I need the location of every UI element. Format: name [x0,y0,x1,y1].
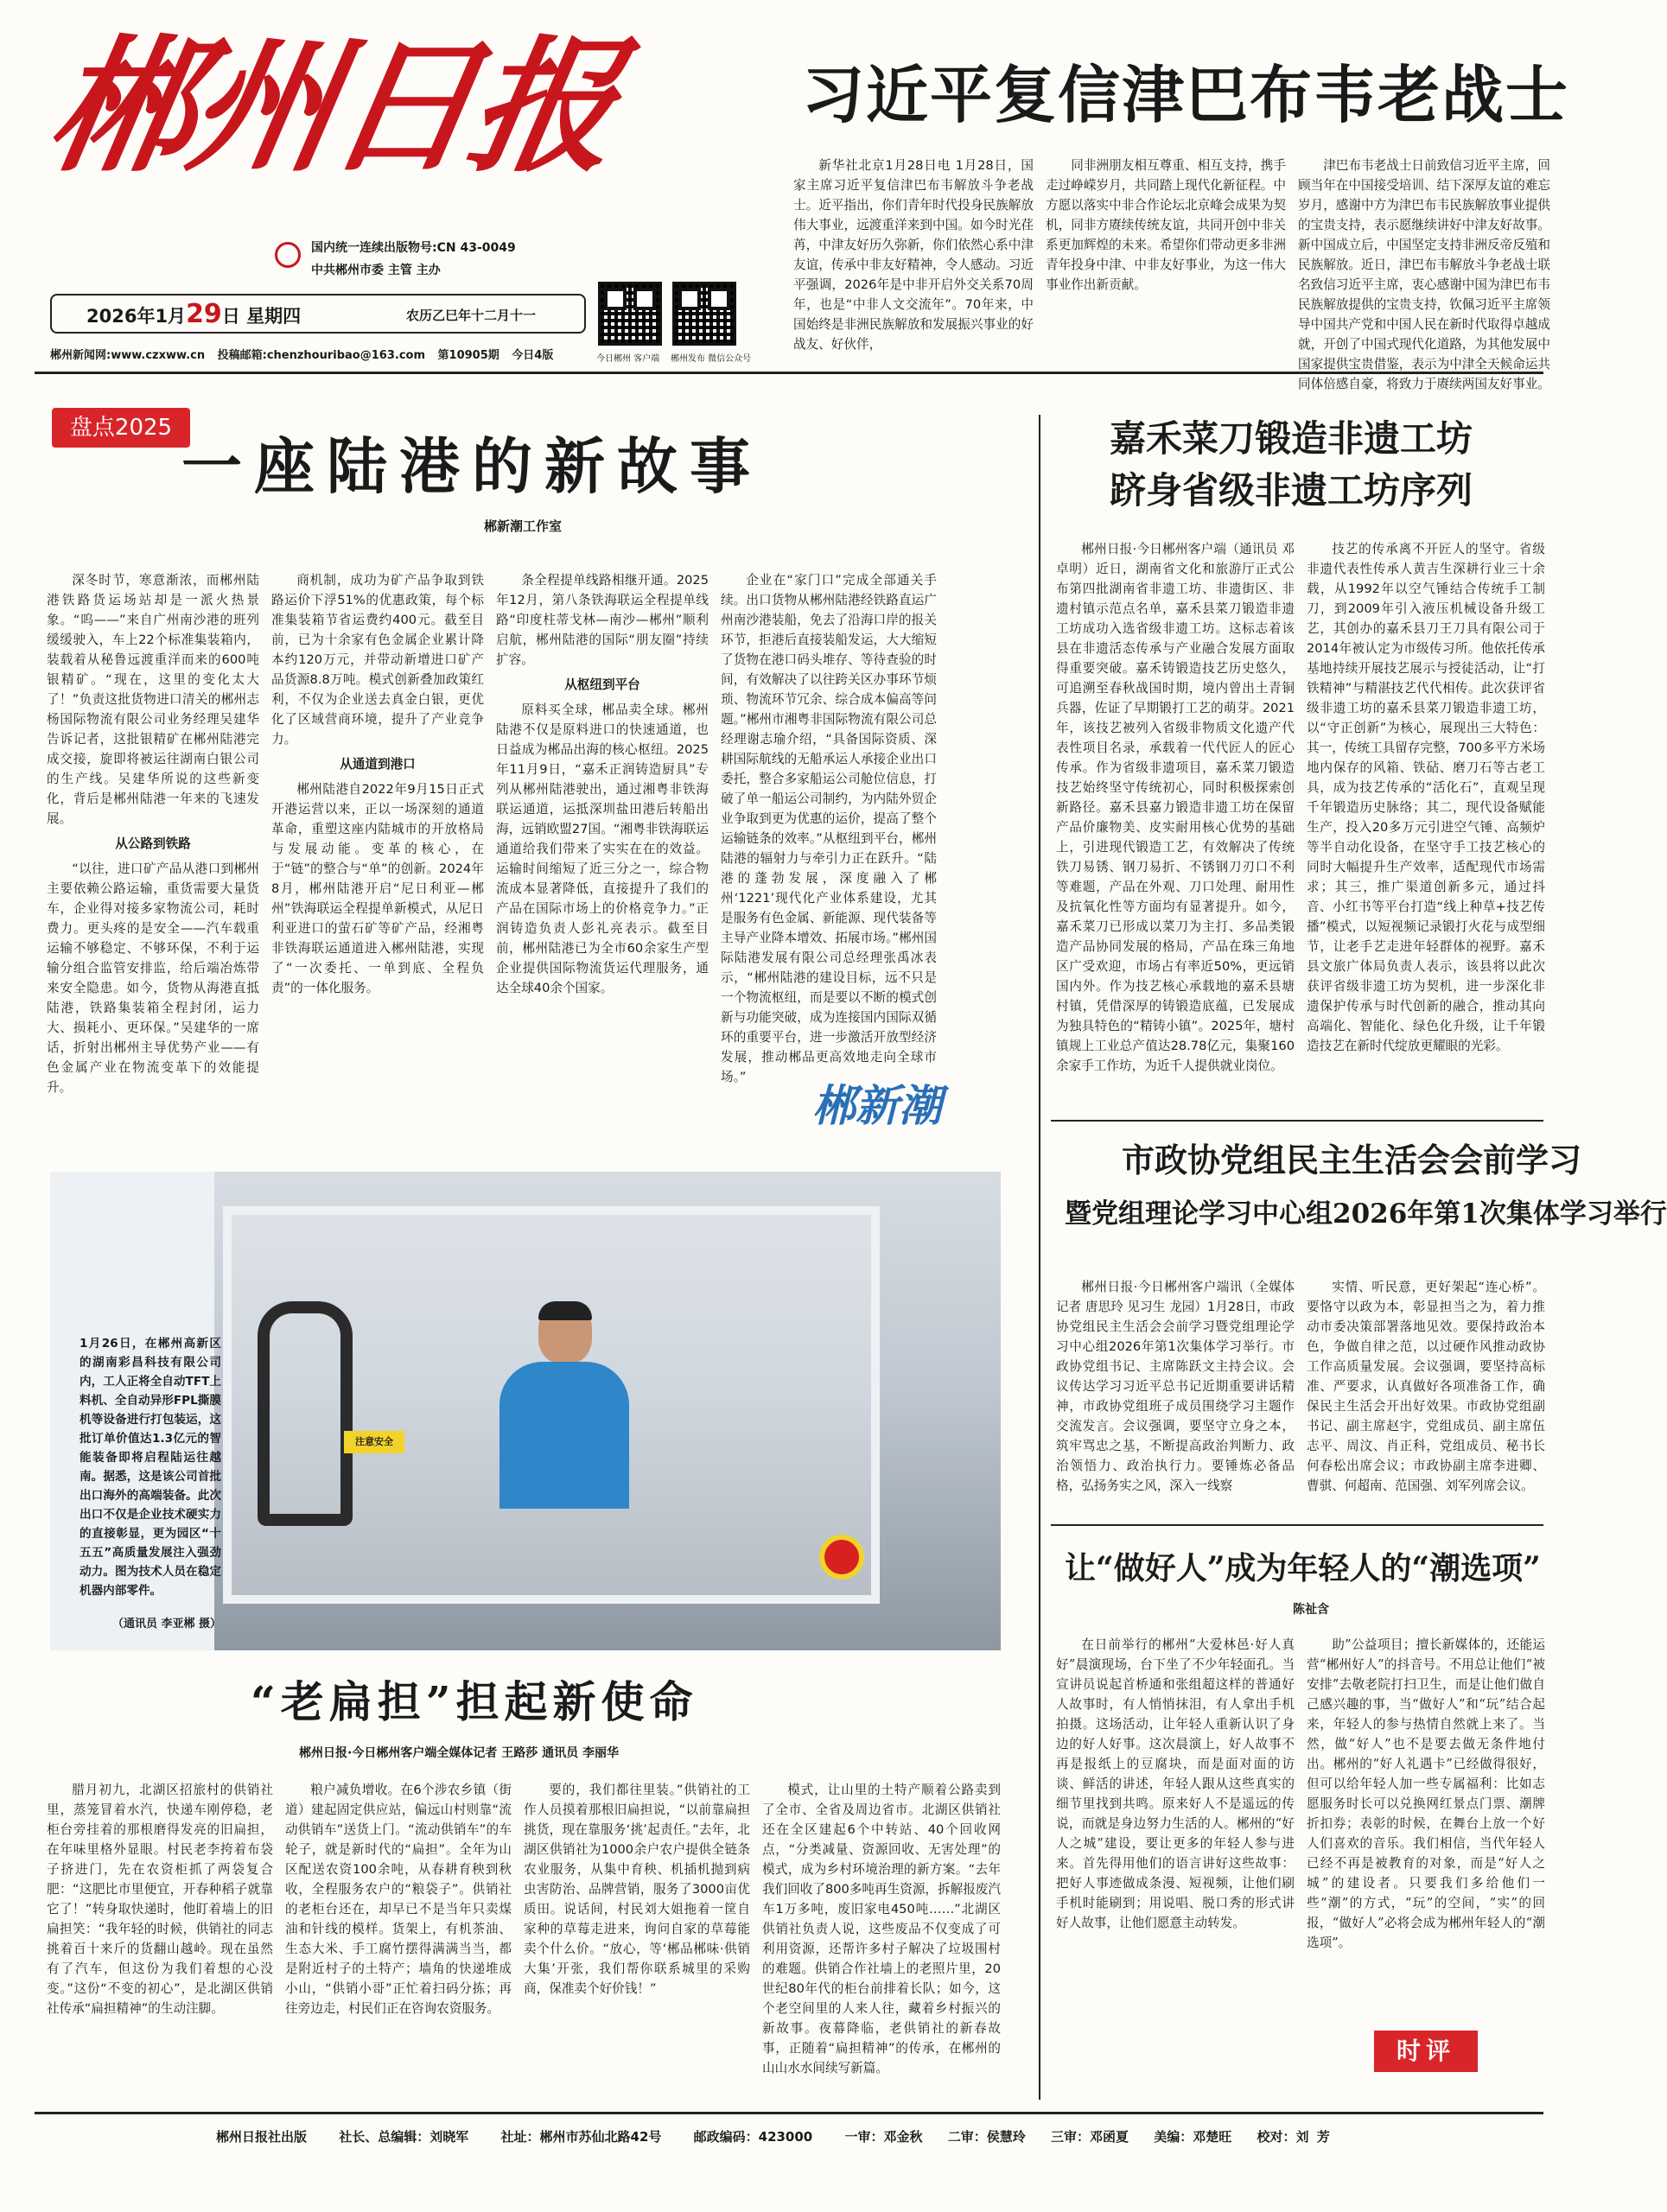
photo-stop-button [819,1535,864,1580]
feature-text-2: 商机制，成功为矿产品争取到铁路运价下浮51%的优惠政策，每个标准集装箱节省运费约400元。截至目前，已为十余家有色金属企业累计降本约120万元，并带动新增进口矿产品货源8.8万吨。模式创新叠加政策红利，不仅为企业送去真金白银，更优化了区域营商环境，提升了产业竞争力。 [271,573,484,747]
biandan-text-1: 腊月初九，北湖区招旅村的供销社里，蒸笼冒着水汽，快递车刚停稳，老柜台旁挂着的那根磨得发亮的旧扁担，在年味里格外显眼。村民老李挎着布袋子挤进门，先在农资柜抓了两袋复合肥：“这肥比市里便宜，开春种稻子就靠它了！”转身取快递时，他盯着墙上的旧扁担笑：“我年轻的时候，供销社的同志挑着百十来斤的货翻山越岭。现在虽然有了汽车，但这份为我们着想的心没变。”这份“不变的初心”，是北湖区供销社传承“扁担精神”的生动注脚。 [47,1783,273,2016]
feature-col-4 [721,570,937,1084]
feature-text-4: 企业在“家门口”完成全部通关手续。出口货物从郴州陆港经铁路直运广州南沙港装船，免去了沿海口岸的报关环节，拒港后直接装船发运，大大缩短了货物在港口码头堆存、等待查验的时间，有效解决了以往跨关区办事环节烦琐、物流环节冗余、综合成本偏高等问题。”郴州市湘粤非国际物流有限公司总经理谢志瑜介绍，“具备国际资质、深耕国际航线的无船承运人承接企业出口委托，整合多家船运公司舱位信息，打破了单一船运公司制约，为内陆外贸企业争取到更为优惠的运价，提高了整个运输链条的效率。”从枢纽到平台，郴州陆港的辐射力与牵引力正在跃升。“陆港的蓬勃发展，深度融入了郴州‘1221’现代化产业体系建设，尤其是服务有色金属、新能源、现代装备等主导产业降本增效、拓展市场。”郴州国际陆港发展有限公司总经理张禹冰表示，“郴州陆港的建设目标，远不只是一个物流枢纽，而是要以不断的模式创新与功能突破，成为连接国内国际双循环的重要平台，进一步激活开放型经济发展，推动郴品更高效地走向全球市场。” [721,573,937,1084]
feature-byline: 郴新潮工作室 [484,518,563,534]
biandan-byline: 郴州日报·今日郴州客户端全媒体记者 王路莎 通讯员 李丽华 [299,1746,619,1760]
photo-credit: （通讯员 李亚郴 摄） [111,1618,221,1630]
right1-text-2: 技艺的传承离不开匠人的坚守。省级非遗代表性传承人黄吉生深耕行业三十余载，从1992年以空气锤结合传统手工制刀，到2009年引入液压机械设备升级工艺，其创办的嘉禾县刀王刀具有限公司于2014年被认定为市级传习所。他依托传承基地持续开展技艺展示与授徒活动，让“打铁精神”与精湛技艺代代相传。此次获评省级非遗工坊的嘉禾县菜刀锻造非遗工坊，以“守正创新”为核心，展现出三大特色：其一，传统工具留存完整，700多平方米场地内保存的风箱、铁砧、磨刀石等古老工具，成为技艺传承的“活化石”，直观呈现千年锻造历史脉络；其二，现代设备赋能生产，投入20多万元引进空气锤、高频炉等半自动化设备，在坚守手工技艺核心的同时大幅提升生产效率，适配现代市场需求；其三，推广渠道创新多元，通过抖音、小红书等平台打造“线上种草+技艺传播”模式，以短视频记录锻打火花与成型细节，让老手艺走进年轻群体的视野。嘉禾县文旅广体局负责人表示，该县将以此次获评省级非遗工坊为契机，进一步深化非遗保护传承与时代创新的融合，推动其向高端化、智能化、绿色化升级，让千年锻造技艺在新时代绽放更耀眼的光彩。 [1307,542,1545,1053]
party-emblem-icon [275,242,301,268]
right3-text-1: 在日前举行的郴州“大爱林邑·好人真好”晨演现场，台下坐了不少年轻面孔。当宣讲员说起首桥通和张组超这样的普通好人故事时，有人悄悄抹泪，有人拿出手机拍摄。这场活动，让年轻人重新认识了身边的好人好事。这次晨演上，好人故事不再是报纸上的豆腐块，而是面对面的访谈、鲜活的讲述，年轻人跟从这些真实的细节里找到共鸣。原来好人不是遥远的传说，而就是身边努力生活的人。郴州的“好人之城”建设，要让更多的年轻人参与进来。首先得用他们的语言讲好这些故事：把好人事迹做成条漫、短视频，让他们刷手机时能刷到；用说唱、脱口秀的形式讲好人故事，让他们愿意主动转发。 [1056,1637,1295,1930]
feature-brand-logo: 郴新潮 [812,1080,942,1131]
footer-review-3: 三审：邓函夏 [1050,2129,1129,2145]
biandan-headline: “老扁担”担起新使命 [251,1676,698,1727]
right2-text-1: 郴州日报·今日郴州客户端讯（全媒体记者 唐思玲 见习生 龙园）1月28日，市政协党组民主生活会会前学习暨党组理论学习中心组2026年第1次集体学习举行。市政协党组书记、主席陈跃文主持会议。会议传达学习习近平总书记近期重要讲话精神，市政协党组班子成员围绕学习主题作交流发言。会议强调，要坚守立身之本，筑牢骂忠之基，不断提高政治判断力、政治领悟力、政治执行力。要锤炼必备品格，弘扬务实之风，深入一线察 [1056,1280,1295,1493]
right3-byline: 陈祉含 [1293,1603,1329,1617]
right2-headline-1: 市政协党组民主生活会会前学习 [1122,1141,1582,1179]
qr-code-wechat [672,282,736,346]
lead-text-1: 新华社北京1月28日电 1月28日，国家主席习近平复信津巴布韦解放斗争老战士。近平指出，你们青年时代投身民族解放伟大事业，远渡重洋来到中国。如今时光荏苒，中津友好历久弥新，你们依然心系中津友谊，传承中非友好精神，令人感动。习近平强调，2026年是中非开启外交关系70周年，也是“中非人文交流年”。70年来，中国始终是非洲民族解放和发展振兴事业的好战友、好伙伴， [793,158,1034,352]
date-suffix: 日 星期四 [221,306,302,327]
footer-postcode: 邮政编码：423000 [693,2129,813,2145]
photo-worker [499,1301,629,1509]
right3-headline: 让“做好人”成为年轻人的“潮选项” [1065,1550,1541,1586]
issue-date [86,299,301,329]
footer-review-2: 二审：侯慧玲 [947,2129,1026,2145]
feature-col-1 [47,570,259,1149]
qr-code-client [598,282,662,346]
right1-headline-1: 嘉禾菜刀锻造非遗工坊 [1110,417,1473,460]
right-divider-1 [1051,1120,1543,1122]
right1-col-2 [1307,539,1545,1109]
footer-editor: 美编：邓楚旺 [1154,2129,1232,2145]
feature-text-3: 条全程提单线路相继开通。2025年12月，第八条铁海联运全程提单线路“印度柱蒂戈林—南沙—郴州”顺利启航，郴州陆港的国际“朋友圈”持续扩容。 [496,573,709,667]
feature-col-3 [496,570,709,1149]
right1-col-1 [1056,539,1295,1109]
right-divider-2 [1051,1524,1543,1526]
email-label: 投稿邮箱:chenzhouribao@163.com [217,349,425,362]
feature-badge: 盘点2025 [52,408,190,448]
qr2-label: 郴州发布 微信公众号 [671,354,752,364]
lead-col-3 [1298,156,1550,391]
footer-publisher: 郴州日报社出版 [216,2129,308,2145]
feature-sub-2: 从通道到港口 [340,757,416,772]
issn-label: 国内统一连续出版物号:CN 43-0049 [311,241,516,255]
right1-text-1: 郴州日报·今日郴州客户端（通讯员 邓卓明）近日，湖南省文化和旅游厅正式公布第四批湖南省非遗工坊、非遗街区、非遗村镇示范点名单，嘉禾县菜刀锻造非遗工坊成功入选省级非遗工坊。这标志着该县在非遗活态传承与产业融合发展方面取得重要突破。嘉禾铸锻造技艺历史悠久，可追溯至春秋战国时期，境内曾出土青铜兵器，佐证了早期锻打工艺的萌芽。2021年，该技艺被列入省级非物质文化遗产代表性项目名录，承载着一代代匠人的匠心传承。作为省级非遗项目，嘉禾菜刀锻造技艺始终坚守传统初心，同时积极探索创新路径。嘉禾县嘉力锻造非遗工坊在保留产品价廉物美、皮实耐用核心优势的基础上，引进现代锻造工艺，有效解决了传统铁刀易锈、钢刀易折、不锈钢刀刃口不利等难题，产品在外观、刀口处理、耐用性及抗氧化性等方面均有显著提升。如今，嘉禾菜刀已形成以菜刀为主打、多品类锻造产品协同发展的格局，产品在珠三角地区广受欢迎，市场占有率近50%，更远销国内外。作为技艺核心承载地的嘉禾县塘村镇，凭借深厚的铸锻造底蕴，已发展成为独具特色的“精铸小镇”。2025年，塘村镇规上工业总产值达28.78亿元，集聚160余家手工作坊，为近千人提供就业岗位。 [1056,542,1295,1073]
feature-text-2b: 郴州陆港自2022年9月15日正式开港运营以来，正以一场深刻的通道革命，重塑这座内陆城市的开放格局与发展动能。变革的核心，在于“链”的整合与“单”的创新。2024年8月，郴州陆港开启“尼日利亚—郴州”铁海联运全程提单新模式，从尼日利亚进口的萤石矿等矿产品，经湘粤非铁海联运通道进入郴州陆港，实现了“一次委托、一单到底、全程负责”的一体化服务。 [271,782,484,995]
photo-warning-sign: 注意安全 [344,1431,404,1453]
biandan-text-4: 模式，让山里的土特产顺着公路卖到了全市、全省及周边省市。北湖区供销社还在全区建起6个中转站、40个回收网点，“分类减量、资源回收、无害处理”的模式，成为乡村环境治理的新方案。“去年我们回收了800多吨再生资源，拆解报废汽车1万多吨，废旧家电450吨……”北湖区供销社负责人说，这些废品不仅变成了可利用资源，还帮许多村子解决了垃圾围村的难题。供销合作社墙上的老照片里，20世纪80年代的柜台前排着长队；如今，这个老空间里的人来人往，藏着乡村振兴的新故事。夜幕降临，老供销社的新春故事，正随着“扁担精神”的传承，在郴州的山山水水间续写新篇。 [762,1783,1001,2075]
feature-sub-3: 从枢纽到平台 [564,677,640,692]
sponsor-label: 中共郴州市委 主管 主办 [311,264,441,277]
column-divider [1039,415,1040,2100]
right1-headline-2: 跻身省级非遗工坊序列 [1110,469,1473,512]
right3-col-2 [1307,1635,1545,2022]
feature-col-2 [271,570,484,1149]
photo-caption: 1月26日，在郴州高新区的湖南彩昌科技有限公司内，工人正将全自动TFT上料机、全自动异形FPL撕膜机等设备进行打包装运，这批订单价值达1.3亿元的智能装备即将启程陆运往越南。据悉，这是该公司首批出口海外的高端装备。此次出口不仅是企业技术硬实力的直接彰显，更为园区“十五五”高质量发展注入强劲动力。图为技术人员在稳定机器内部零件。 [80,1337,221,1598]
feature-text-1: 深冬时节，寒意渐浓，而郴州陆港铁路货运场站却是一派火热景象。“呜——”来自广州南沙港的班列缓缓驶入，车上22个标准集装箱内，装载着从秘鲁远渡重洋而来的600吨银精矿。“现在，这里的变化太大了！”负责这批货物进口清关的郴州志杨国际物流有限公司业务经理吴建华告诉记者，这批银精矿在郴州陆港完成交接，旋即将被运往湖南白银公司的生产线。吴建华所说的这些新变化，背后是郴州陆港一年来的飞速发展。 [47,573,259,826]
footer-review-1: 一审：邓金秋 [844,2129,923,2145]
right3-col-1 [1056,1635,1295,2081]
right2-text-2: 实情、听民意，更好架起“连心桥”。要恪守以政为本，彰显担当之为，着力推动市委决策部署落地见效。要保持政治本色，争做自律之范，以过硬作风推动政协工作高质量发展。会议强调，要坚持高标准、严要求，认真做好各项准备工作，确保民主生活会开出好效果。市政协党组副书记、副主席赵宇，党组成员、副主席伍志平、周汶、肖正科，党组成员、秘书长何春松出席会议；市政协副主席李进卿、曹骐、何超南、范国强、刘军列席会议。 [1307,1280,1545,1493]
feature-sub-1: 从公路到铁路 [115,836,191,851]
feature-headline: 一座陆港的新故事 [181,430,762,502]
commentary-tag: 时评 [1374,2031,1478,2072]
feature-text-1b: “以往，进口矿产品从港口到郴州主要依赖公路运输，重货需要大量货车，企业得对接多家物流公司，耗时费力。更头疼的是安全——汽车载重运输不够稳定、不够环保，不利于运输分组合监管安排监，给后端冶炼带来安全隐患。如今，货物从海港直抵陆港，铁路集装箱全程封闭，运力大、损耗小、更环保。”吴建华的一席话，折射出郴州主导优势产业——有色金属产业在物流变革下的效能提升。 [47,861,259,1095]
lead-headline: 习近平复信津巴布韦老战士 [802,58,1570,131]
issue-number: 第10905期 [437,349,499,362]
biandan-col-4 [762,1780,1001,2081]
right2-headline-2: 暨党组理论学习中心组2026年第1次集体学习举行 [1065,1198,1667,1230]
masthead-info-line [50,346,553,362]
right2-col-1 [1056,1277,1295,1516]
footer-rule [35,2112,1543,2114]
biandan-text-2: 粮户减负增收。在6个涉农乡镇（街道）建起固定供应站，偏远山村则靠“流动供销车”送货上门。“流动供销车”的车轮子，就是新时代的“扁担”。全年为山区配送农资100余吨，从春耕育秧到秋收，全程服务农户的“粮袋子”。供销社的老柜台还在，却早已不是当年只卖煤油和针线的模样。货架上，有机茶油、生态大米、手工腐竹摆得满满当当，都是附近村子的土特产；墙角的快递堆成小山，“供销小哥”正忙着扫码分拣；再往旁边走，村民们正在咨询农资服务。 [285,1783,512,2016]
footer-imprint [216,2127,1330,2145]
biandan-col-3 [524,1780,750,2081]
lunar-date: 农历乙巳年十二月十一 [406,308,537,323]
masthead-divider [35,372,1543,374]
biandan-col-1 [47,1780,273,2081]
footer-chief: 社长、总编辑：刘晓军 [339,2129,469,2145]
date-prefix: 2026年1月 [86,306,187,327]
lead-text-2: 同非洲朋友相互尊重、相互支持，携手走过峥嵘岁月，共同踏上现代化新征程。中方愿以落实中非合作论坛北京峰会成果为契机，同非方赓续传统友谊，共同开创中非关系更加辉煌的未来。希望你们带动更多非洲青年投身中津、中非友好事业，为这一伟大事业作出新贡献。 [1046,158,1286,292]
feature-text-3b: 原料买全球，郴品卖全球。郴州陆港不仅是原料进口的快速通道，也日益成为郴品出海的核心枢纽。2025年11月9日，“嘉禾正润铸造厨具”专列从郴州陆港驶出，通过湘粤非铁海联运通道，运抵深圳盐田港后转船出海，远销欧盟27国。“湘粤非铁海联运通道给我们带来了实实在在的效益。运输时间缩短了近三分之一，综合物流成本显著降低，直接提升了我们的产品在国际市场上的价格竞争力。”正润铸造负责人彭礼亮表示。截至目前，郴州陆港已为全市60余家生产型企业提供国际物流货运代理服务，通达全球40余个国家。 [496,702,709,995]
lead-text-3: 津巴布韦老战士日前致信习近平主席，回顾当年在中国接受培训、结下深厚友谊的难忘岁月，感谢中方为津巴布韦民族解放事业提供的宝贵支持，表示愿继续讲好中津友好故事。新中国成立后，中国坚定支持非洲反帝反殖和民族解放。近日，津巴布韦解放斗争老战士联名致信习近平主席，衷心感谢中国为津巴布韦民族解放提供的宝贵支持，钦佩习近平主席领导中国共产党和中国人民在新时代取得卓越成就，开创了中国式现代化道路，为其他发展中国家提供宝贵借鉴，表示为中津全天候命运共同体倍感自豪，将致力于赓续两国友好事业。 [1298,158,1550,391]
lead-col-1 [793,156,1034,354]
biandan-col-2 [285,1780,512,2081]
right3-text-2: 助”公益项目；擅长新媒体的，还能运营“郴州好人”的抖音号。不用总让他们“被安排”去敬老院打扫卫生，而是让他们做自己感兴趣的事，当“做好人”和“玩”结合起来，年轻人的参与热情自然就上来了。当然，做“好人”也不是要去做无条件地付出。郴州的“好人礼遇卡”已经做得很好，但可以给年轻人加一些专属福利：比如志愿服务时长可以兑换网红景点门票、潮牌折扣券；表彰的时候，在舞台上放一个好人们喜欢的音乐。我们相信，当代年轻人已经不再是被教育的对象，而是“好人之城”的建设者。只要我们多给他们一些“潮”的方式，“玩”的空间，“实”的回报，“做好人”必将会成为郴州年轻人的“潮选项”。 [1307,1637,1545,1950]
biandan-text-3: 要的，我们都往里装。”供销社的工作人员摸着那根旧扁担说，“以前靠扁担挑货，现在靠服务‘挑’起责任。”去年，北湖区供销社为1000余户农户提供全链条农业服务，从集中育秧、机插机抛到病虫害防治、品牌营销，服务了3000亩优质田。说话间，村民刘大姐拖着一筐自家种的草莓走进来，询问自家的草莓能卖个什么价。“放心，等‘郴品郴味·供销大集’开张，我们帮你联系城里的采购商，保准卖个好价钱！” [524,1783,750,1996]
page-count: 今日4版 [512,349,554,362]
qr1-label: 今日郴州 客户端 [596,354,660,364]
footer-proof: 校对：刘 芳 [1257,2129,1330,2145]
newspaper-logo: 郴州日报 [36,21,627,192]
footer-address: 社址：郴州市苏仙北路42号 [500,2129,662,2145]
website-label: 郴州新闻网:www.czxww.cn [50,349,206,362]
photo-cable-chain [258,1301,353,1526]
right2-col-2 [1307,1277,1545,1516]
date-day: 29 [186,299,222,329]
lead-col-2 [1046,156,1286,354]
